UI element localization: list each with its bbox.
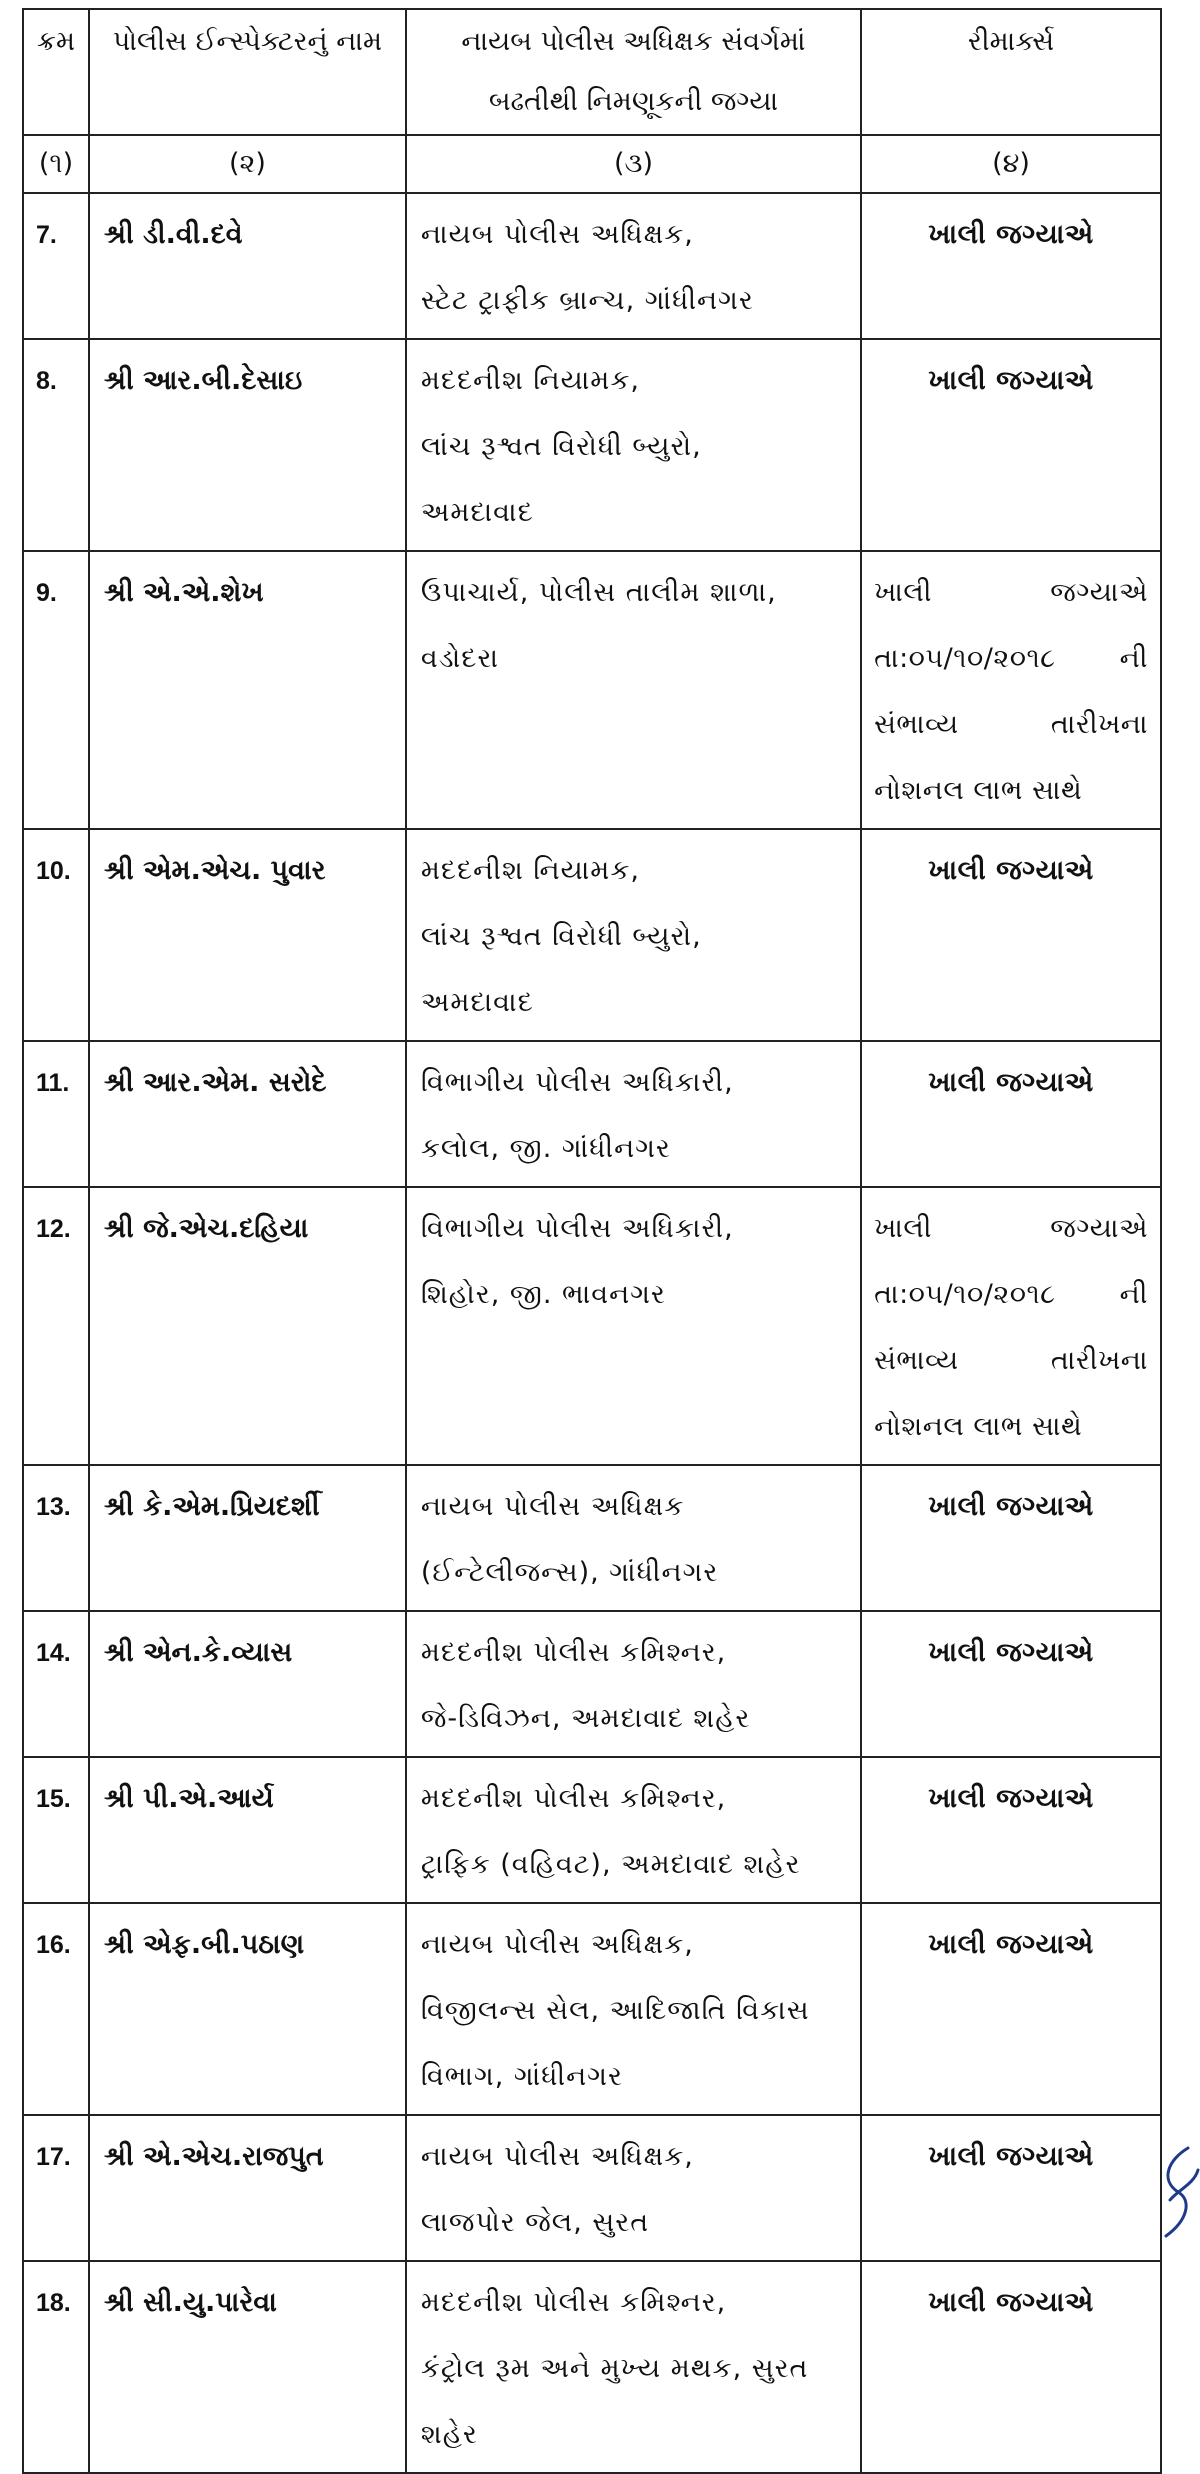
row-serial: 16. — [23, 1903, 89, 2115]
header-remarks: રીમાર્ક્સ — [861, 9, 1161, 135]
inspector-name: શ્રી જે.એચ.દહિયા — [89, 1187, 406, 1465]
appointment-post — [406, 1611, 861, 1757]
post-line: સ્ટેટ ટ્રાફીક બ્રાન્ચ, ગાંધીનગર — [420, 285, 754, 316]
appointment-post — [406, 551, 861, 829]
post-line: મદદનીશ નિયામક, — [420, 365, 641, 396]
inspector-name: શ્રી પી.એ.આર્ય — [89, 1757, 406, 1903]
table-row — [23, 1465, 1161, 1611]
header-appointment-post: નાયબ પોલીસ અધિક્ષક સંવર્ગમાં બઢતીથી નિમણૂકની જગ્યા — [406, 9, 861, 135]
remark: ખાલી જગ્યાએ — [861, 1903, 1161, 2115]
post-line: મદદનીશ પોલીસ કમિશ્નર, — [420, 2287, 727, 2318]
column-number: (૧) — [23, 135, 89, 193]
row-serial: 12. — [23, 1187, 89, 1465]
remark: ખાલી જગ્યાએ — [861, 339, 1161, 551]
inspector-name: શ્રી એન.કે.વ્યાસ — [89, 1611, 406, 1757]
inspector-name: શ્રી કે.એમ.પ્રિયદર્શી — [89, 1465, 406, 1611]
row-serial: 14. — [23, 1611, 89, 1757]
appointment-post — [406, 1903, 861, 2115]
appointment-post — [406, 1757, 861, 1903]
post-line: અમદાવાદ — [420, 987, 534, 1018]
inspector-name: શ્રી સી.યુ.પારેવા — [89, 2261, 406, 2473]
appointment-post — [406, 829, 861, 1041]
post-line: શિહોર, જી. ભાવનગર — [420, 1279, 666, 1310]
inspector-name: શ્રી એ.એચ.રાજપુત — [89, 2115, 406, 2261]
inspector-name: શ્રી એમ.એચ. પુવાર — [89, 829, 406, 1041]
post-line: વિભાગીય પોલીસ અધિકારી, — [420, 1213, 734, 1244]
post-line: નાયબ પોલીસ અધિક્ષક — [420, 1491, 685, 1522]
post-line: વિજીલન્સ સેલ, આદિજાતિ વિકાસ — [420, 1995, 810, 2026]
remark: ખાલી જગ્યાએ — [861, 1757, 1161, 1903]
row-serial: 11. — [23, 1041, 89, 1187]
post-line: નાયબ પોલીસ અધિક્ષક, — [420, 2141, 694, 2172]
post-line: ઉપાચાર્ય, પોલીસ તાલીમ શાળા, — [420, 577, 777, 608]
post-line: (ઈન્ટેલીજન્સ), ગાંધીનગર — [420, 1557, 719, 1588]
table-row — [23, 2261, 1161, 2473]
row-serial: 13. — [23, 1465, 89, 1611]
promotion-table — [22, 8, 1162, 2474]
row-serial: 15. — [23, 1757, 89, 1903]
row-serial: 9. — [23, 551, 89, 829]
header-inspector-name: પોલીસ ઈન્સ્પેક્ટરનું નામ — [89, 9, 406, 135]
remark: ખાલી જગ્યાએ — [861, 193, 1161, 339]
post-line: લાજપોર જેલ, સુરત — [420, 2207, 650, 2238]
appointment-post — [406, 2115, 861, 2261]
table-row — [23, 1611, 1161, 1757]
signature-mark — [1148, 2140, 1200, 2250]
post-line: નાયબ પોલીસ અધિક્ષક, — [420, 1929, 694, 1960]
row-serial: 8. — [23, 339, 89, 551]
table-row — [23, 2115, 1161, 2261]
appointment-post — [406, 1187, 861, 1465]
table-row — [23, 1041, 1161, 1187]
inspector-name: શ્રી આર.બી.દેસાઇ — [89, 339, 406, 551]
inspector-name: શ્રી આર.એમ. સરોદે — [89, 1041, 406, 1187]
row-serial: 17. — [23, 2115, 89, 2261]
post-line: લાંચ રૂશ્વત વિરોધી બ્યુરો, — [420, 431, 702, 462]
post-line: ટ્રાફિક (વહિવટ), અમદાવાદ શહેર — [420, 1849, 801, 1880]
post-line: અમદાવાદ — [420, 497, 534, 528]
column-number: (૩) — [406, 135, 861, 193]
table-row — [23, 1903, 1161, 2115]
row-serial: 10. — [23, 829, 89, 1041]
appointment-post — [406, 1041, 861, 1187]
table-row — [23, 339, 1161, 551]
appointment-post — [406, 193, 861, 339]
remark: ખાલી જગ્યાએ — [861, 1611, 1161, 1757]
remark: ખાલી જગ્યાએ — [861, 2115, 1161, 2261]
post-line: જે-ડિવિઝન, અમદાવાદ શહેર — [420, 1703, 751, 1734]
table-body — [23, 193, 1161, 2473]
inspector-name: શ્રી એફ.બી.પઠાણ — [89, 1903, 406, 2115]
table-row — [23, 193, 1161, 339]
row-serial: 18. — [23, 2261, 89, 2473]
table-row — [23, 829, 1161, 1041]
column-number: (૨) — [89, 135, 406, 193]
appointment-post — [406, 339, 861, 551]
header-row — [23, 9, 1161, 135]
post-line: વિભાગ, ગાંધીનગર — [420, 2061, 623, 2092]
column-number-row — [23, 135, 1161, 193]
appointment-post — [406, 1465, 861, 1611]
remark: ખાલી જગ્યાએ તા:૦૫/૧૦/૨૦૧૮ ની સંભાવ્ય તારીખના નોશનલ લાભ સાથે — [861, 1187, 1161, 1465]
inspector-name: શ્રી એ.એ.શેખ — [89, 551, 406, 829]
column-number: (૪) — [861, 135, 1161, 193]
post-line: વિભાગીય પોલીસ અધિકારી, — [420, 1067, 734, 1098]
post-line: મદદનીશ પોલીસ કમિશ્નર, — [420, 1637, 727, 1668]
remark: ખાલી જગ્યાએ — [861, 1041, 1161, 1187]
post-line: મદદનીશ પોલીસ કમિશ્નર, — [420, 1783, 727, 1814]
header-serial: ક્રમ — [23, 9, 89, 135]
remark: ખાલી જગ્યાએ — [861, 2261, 1161, 2473]
post-line: કલોલ, જી. ગાંધીનગર — [420, 1133, 671, 1164]
table-row — [23, 551, 1161, 829]
post-line: લાંચ રૂશ્વત વિરોધી બ્યુરો, — [420, 921, 702, 952]
inspector-name: શ્રી ડી.વી.દવે — [89, 193, 406, 339]
remark: ખાલી જગ્યાએ — [861, 1465, 1161, 1611]
appointment-post — [406, 2261, 861, 2473]
table-row — [23, 1187, 1161, 1465]
post-line: મદદનીશ નિયામક, — [420, 855, 641, 886]
post-line: નાયબ પોલીસ અધિક્ષક, — [420, 219, 694, 250]
table-row — [23, 1757, 1161, 1903]
remark: ખાલી જગ્યાએ તા:૦૫/૧૦/૨૦૧૮ ની સંભાવ્ય તારીખના નોશનલ લાભ સાથે — [861, 551, 1161, 829]
row-serial: 7. — [23, 193, 89, 339]
post-line: કંટ્રોલ રૂમ અને મુખ્ય મથક, સુરત — [420, 2353, 809, 2384]
remark: ખાલી જગ્યાએ — [861, 829, 1161, 1041]
post-line: શહેર — [420, 2419, 478, 2450]
post-line: વડોદરા — [420, 643, 499, 674]
